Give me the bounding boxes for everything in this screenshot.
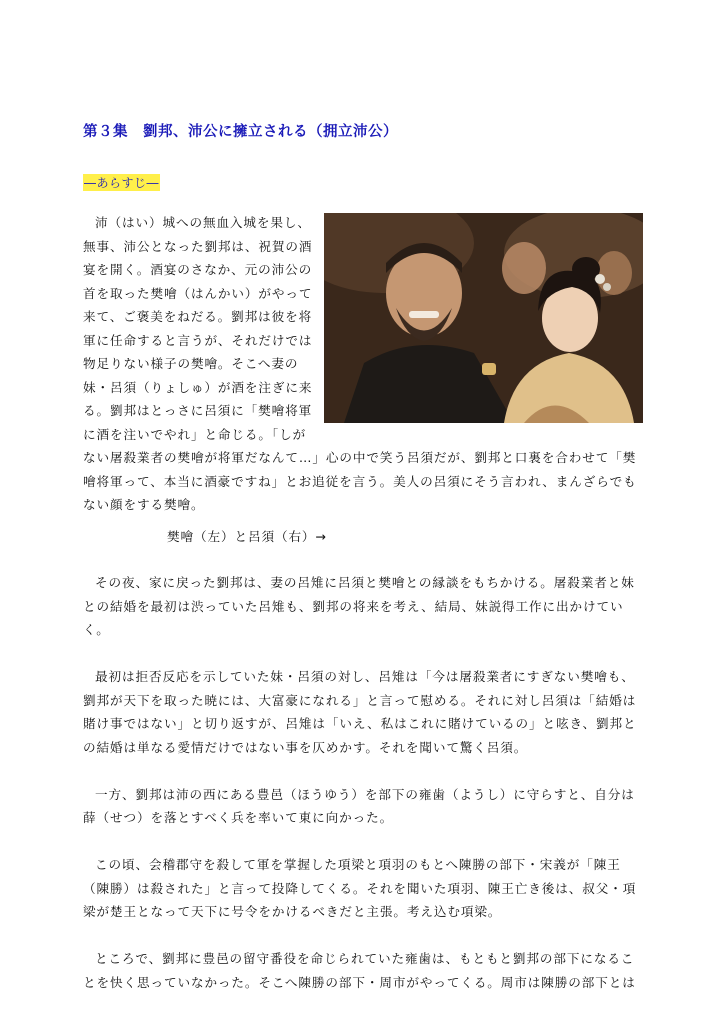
intro-text: 沛（はい）城への無血入城を果し、無事、沛公となった劉邦は、祝賀の酒宴を開く。酒宴のさなか、元の沛公の首を取った樊噲（はんかい）がやって来て、ご褒美をねだる。劉邦は彼を将軍に任命すると言うが、それだけでは物足りない様子の樊噲。そこへ妻の妹・呂須（りょしゅ）が酒を注ぎに来る。劉邦はとっさに呂須に「樊噲将軍に酒を注いでやれ」と命じる。「しがない屠殺業者の樊噲が将軍だなんて…」心の中で笑う呂須だが、劉邦と口裏を合わせて「樊噲将軍って、本当に酒豪ですね」とお追従を言う。美人の呂須にそう言われ、まんざらでもない顔をする樊噲。	[83, 215, 637, 512]
photo-still-icon	[324, 213, 643, 423]
paragraph-text: この頃、会稽郡守を殺して軍を掌握した項梁と項羽のもとへ陳勝の部下・宋義が「陳王（陳勝）は殺された」と言って投降してくる。それを聞いた項羽、陳王亡き後は、叔父・項梁が楚王となって天下に号令をかけるべきだと主張。考え込む項梁。	[83, 857, 637, 919]
paragraph-text: その夜、家に戻った劉邦は、妻の呂雉に呂須と樊噲との縁談をもちかける。屠殺業者と妹との結婚を最初は渋っていた呂雉も、劉邦の将来を考え、結局、妹説得工作に出かけていく。	[83, 575, 635, 637]
intro-block	[83, 211, 643, 548]
paragraph-text: ところで、劉邦に豊邑の留守番役を命じられていた雍歯は、もともと劉邦の部下になることを快く思っていなかった。そこへ陳勝の部下・周市がやってくる。周市は陳勝の部下とは	[83, 951, 636, 990]
synopsis-label: ―あらすじ―	[84, 176, 160, 190]
paragraph-text: 一方、劉邦は沛の西にある豊邑（ほうゆう）を部下の雍歯（ようし）に守らすと、自分は薛（せつ）を落とすべく兵を率いて東に向かった。	[83, 786, 635, 825]
paragraph	[83, 571, 643, 642]
photo-caption: 樊噲（左）と呂須（右）→	[167, 528, 327, 544]
paragraph	[83, 947, 643, 994]
paragraph	[83, 783, 643, 830]
paragraph-text: 最初は拒否反応を示していた妹・呂須の対し、呂雉は「今は屠殺業者にすぎない樊噲も、劉邦が天下を取った暁には、大富豪になれる」と言って慰める。それに対し呂須は「結婚は賭け事ではない」と切り返すが、呂雉は「いえ、私はこれに賭けているの」と呟き、劉邦との結婚は単なる愛情だけではない事を仄めかす。それを聞いて驚く呂須。	[83, 669, 637, 755]
episode-title: 第３集 劉邦、沛公に擁立される（拥立沛公）	[83, 124, 398, 140]
document-page	[83, 120, 643, 994]
paragraph	[83, 665, 643, 759]
paragraph	[83, 853, 643, 924]
scene-photo	[324, 213, 643, 423]
